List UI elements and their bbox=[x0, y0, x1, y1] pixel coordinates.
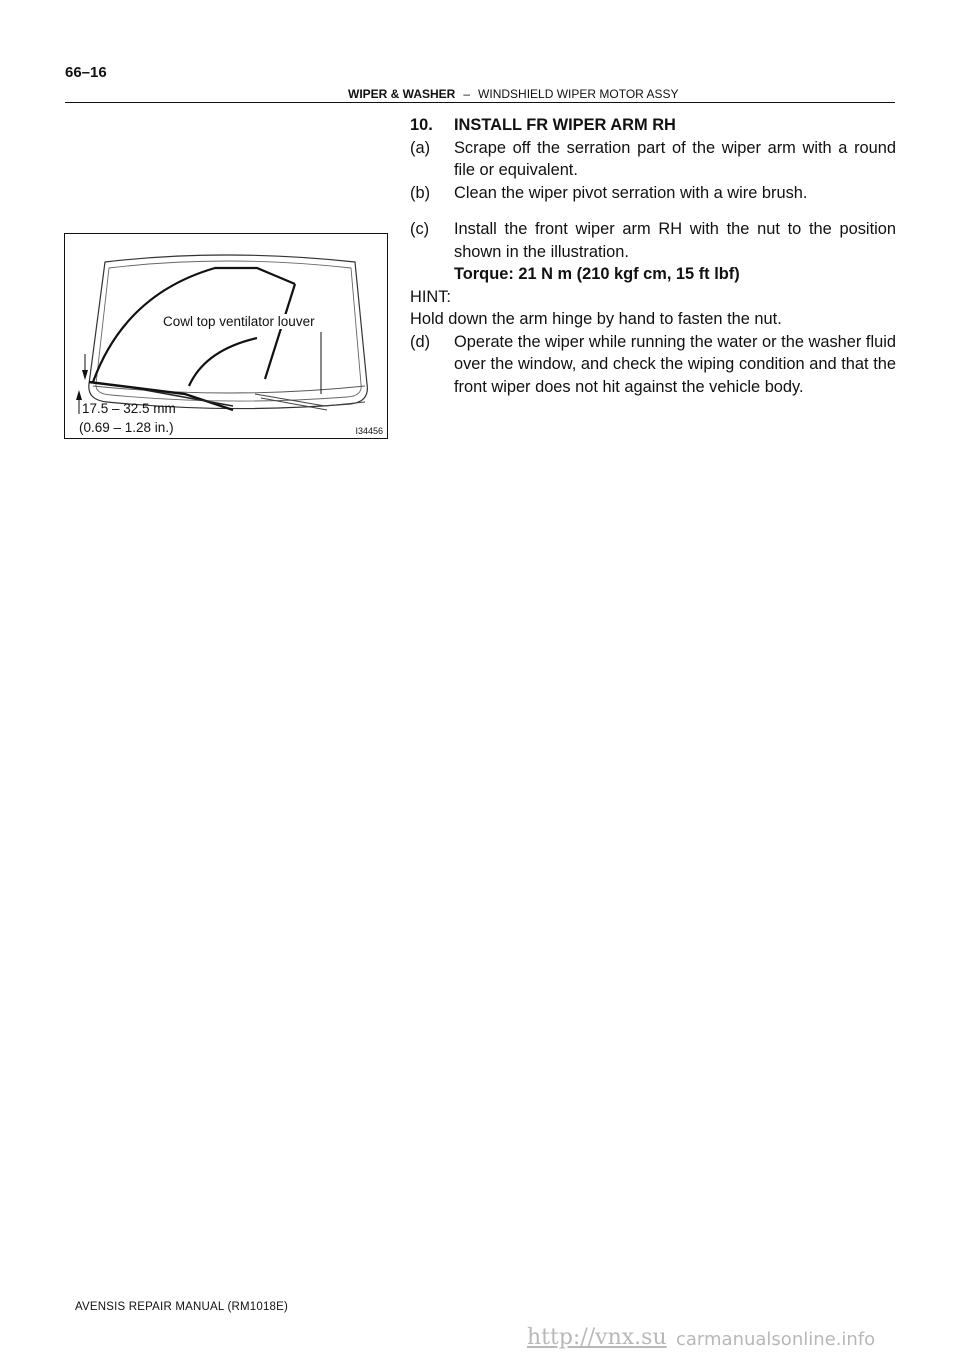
watermark-link[interactable]: http://vnx.su bbox=[527, 1325, 667, 1350]
hint-text: Hold down the arm hinge by hand to fasten the nut. bbox=[410, 310, 782, 328]
item-text: Operate the wiper while running the water or the washer fluid over the window, and check the wiping condition and that the front wiper does not hit against the vehicle body. bbox=[454, 332, 896, 396]
item-text: Install the front wiper arm RH with the nut to the position shown in the illustration. bbox=[454, 220, 896, 261]
item-label: (d) bbox=[410, 332, 431, 351]
section-title: WIPER & WASHER bbox=[348, 87, 456, 101]
step-item-b bbox=[410, 182, 896, 205]
dimension-in-label: (0.69 – 1.28 in.) bbox=[79, 420, 174, 435]
section-header bbox=[348, 87, 679, 101]
step-item-a bbox=[410, 137, 896, 182]
subsection-title: WINDSHIELD WIPER MOTOR ASSY bbox=[478, 87, 679, 101]
header-rule bbox=[65, 102, 895, 103]
wiper-arm-illustration bbox=[64, 233, 388, 439]
figure-code: I34456 bbox=[355, 426, 383, 436]
louver-label: Cowl top ventilator louver bbox=[163, 314, 315, 329]
item-label: (a) bbox=[410, 138, 431, 157]
manual-footer: AVENSIS REPAIR MANUAL (RM1018E) bbox=[75, 1301, 289, 1313]
torque-spec: Torque: 21 N m (210 kgf cm, 15 ft lbf) bbox=[454, 265, 740, 283]
step-item-c bbox=[410, 218, 896, 286]
item-text: Scrape off the serration part of the wiper arm with a round file or equivalent. bbox=[454, 138, 896, 179]
step-heading bbox=[410, 114, 896, 137]
page-number: 66–16 bbox=[65, 64, 107, 81]
header-separator: – bbox=[463, 87, 471, 101]
hint-label: HINT: bbox=[410, 287, 451, 306]
item-label: (c) bbox=[410, 220, 430, 238]
watermark-site: carmanualsonline.info bbox=[676, 1329, 876, 1350]
item-label: (b) bbox=[410, 183, 431, 202]
step-item-d bbox=[410, 331, 896, 399]
item-text: Clean the wiper pivot serration with a wire brush. bbox=[454, 183, 808, 202]
procedure-content bbox=[410, 114, 896, 398]
step-title: INSTALL FR WIPER ARM RH bbox=[454, 116, 676, 134]
dimension-mm-label: 17.5 – 32.5 mm bbox=[82, 401, 176, 416]
step-number: 10. bbox=[410, 116, 433, 134]
